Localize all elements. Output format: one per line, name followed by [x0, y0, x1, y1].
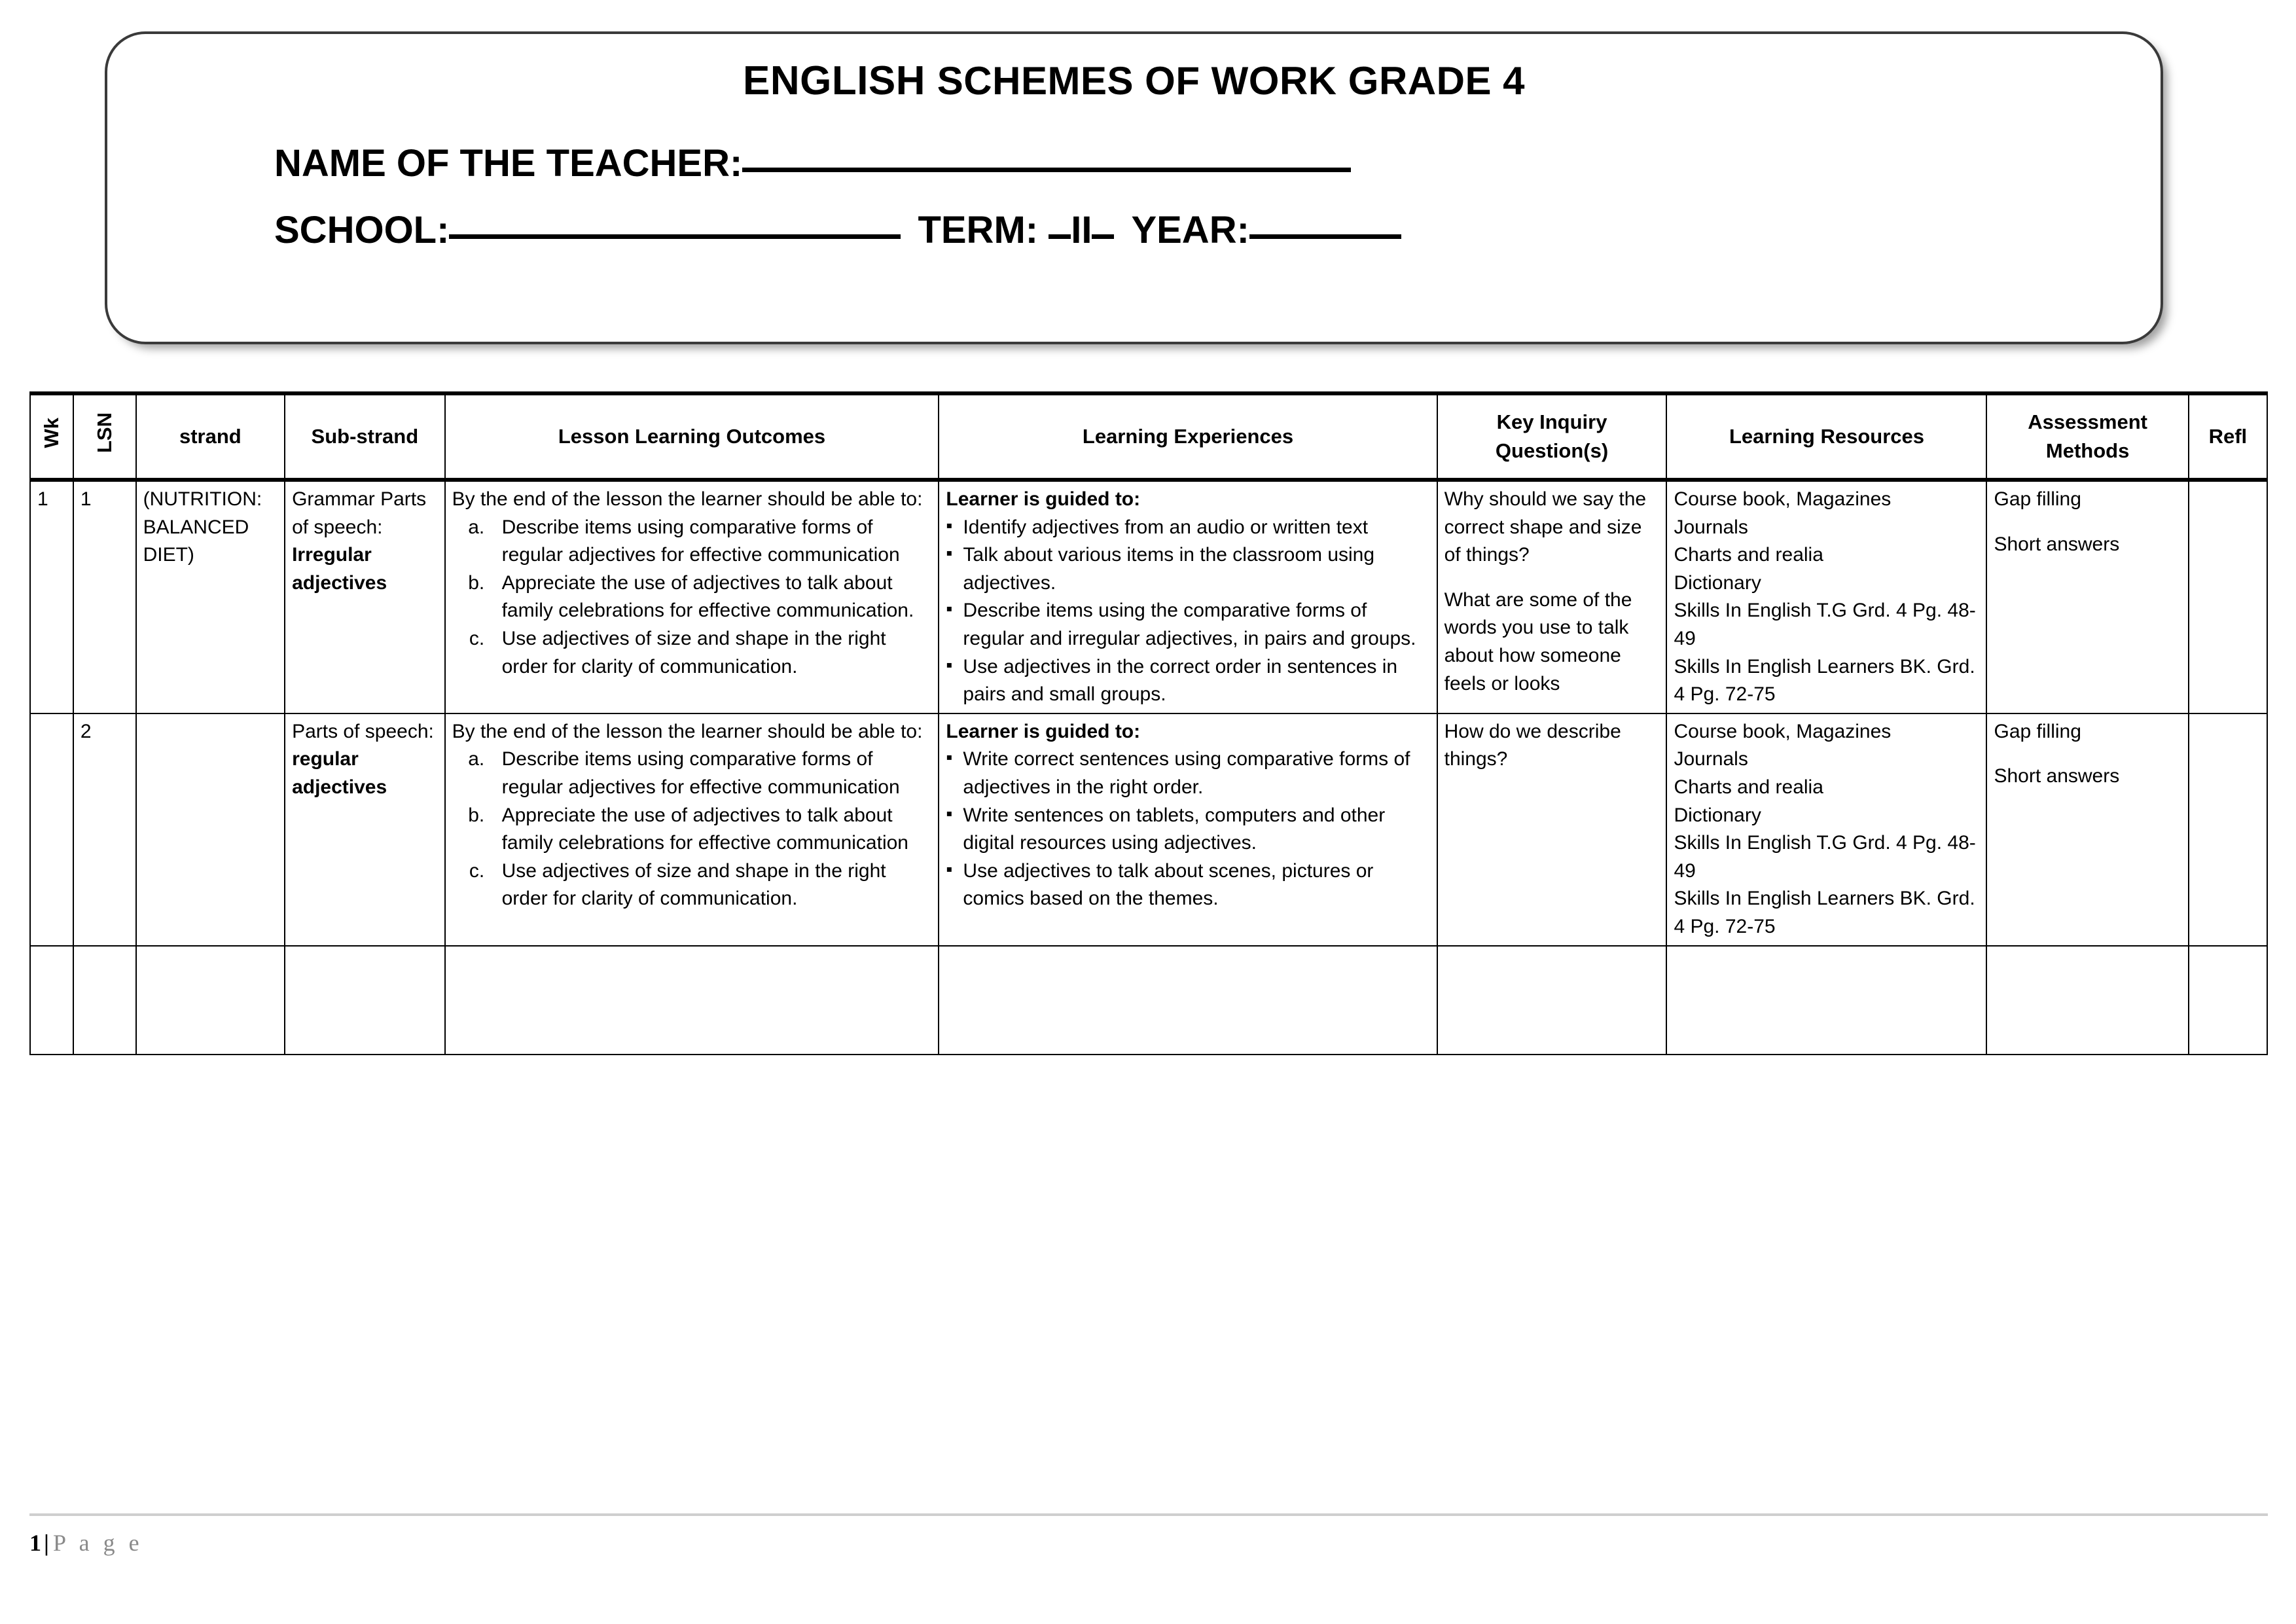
learning-resource-item: Skills In English Learners BK. Grd. 4 Pg. 72-75	[1674, 655, 1975, 706]
sub-strand-plain: Parts of speech:	[292, 720, 434, 742]
footer-separator: |	[44, 1530, 49, 1556]
assessment-gap	[1994, 746, 2181, 763]
llo-list	[452, 746, 932, 913]
cell-learning-resources[interactable]	[1666, 713, 1986, 946]
column-header-learning-experiences: Learning Experiences	[939, 393, 1437, 480]
cell-empty[interactable]	[1666, 946, 1986, 1055]
term-value[interactable]: II	[1071, 209, 1092, 251]
learning-experience-item: ▪ Use adjectives in the correct order in sentences in pairs and small groups.	[946, 653, 1429, 709]
llo-item: b. Appreciate the use of adjectives to talk about family celebrations for effective communication	[490, 802, 932, 857]
column-header-assessment-methods	[1986, 393, 2188, 480]
column-header-wk-label: Wk	[39, 417, 63, 448]
learning-resource-item: Dictionary	[1674, 571, 1761, 594]
sub-strand-bold: regular adjectives	[292, 748, 387, 798]
column-header-assessment-line2: Methods	[2045, 439, 2130, 462]
key-inquiry-question: Why should we say the correct shape and size of things?	[1444, 488, 1647, 566]
assessment-method-item: Short answers	[1994, 765, 2120, 787]
cell-lesson-learning-outcomes[interactable]	[445, 480, 939, 713]
cell-strand[interactable]: (NUTRITION: BALANCED DIET)	[136, 480, 285, 713]
footer-divider	[29, 1513, 2268, 1516]
teacher-name-blank[interactable]	[742, 168, 1351, 172]
cell-learning-resources[interactable]	[1666, 480, 1986, 713]
column-header-key-inquiry-line1: Key Inquiry	[1496, 410, 1607, 433]
cell-learning-experiences[interactable]	[939, 713, 1437, 946]
cell-assessment-methods[interactable]	[1986, 480, 2188, 713]
cell-empty[interactable]	[1437, 946, 1667, 1055]
school-term-year-field-row	[274, 211, 2134, 249]
cell-refl[interactable]	[2189, 480, 2267, 713]
learning-resource-item: Dictionary	[1674, 804, 1761, 826]
cell-empty[interactable]	[2189, 946, 2267, 1055]
page-title-rest: SCHEMES OF WORK GRADE 4	[937, 59, 1526, 103]
llo-item: a. Describe items using comparative forms of regular adjectives for effective communication	[490, 514, 932, 569]
learning-experiences-list	[946, 746, 1429, 913]
table-row	[30, 480, 2267, 713]
column-header-lesson-learning-outcomes: Lesson Learning Outcomes	[445, 393, 939, 480]
cell-empty[interactable]	[73, 946, 136, 1055]
footer-page-number: 1	[29, 1530, 41, 1556]
cell-lesson-learning-outcomes[interactable]	[445, 713, 939, 946]
key-inquiry-question: What are some of the words you use to talk about how someone feels or looks	[1444, 588, 1632, 695]
cell-learning-experiences[interactable]	[939, 480, 1437, 713]
cell-empty[interactable]	[445, 946, 939, 1055]
cell-empty[interactable]	[1986, 946, 2188, 1055]
cell-sub-strand[interactable]	[285, 480, 445, 713]
learning-experience-item: ▪ Talk about various items in the classroom using adjectives.	[946, 541, 1429, 597]
cell-lsn[interactable]: 1	[73, 480, 136, 713]
page-footer	[29, 1513, 2268, 1557]
cell-empty[interactable]	[285, 946, 445, 1055]
teacher-name-field-row	[274, 142, 2134, 185]
key-inquiry-question: How do we describe things?	[1444, 720, 1621, 770]
learning-experiences-intro: Learner is guided to:	[946, 720, 1141, 742]
assessment-method-item: Gap filling	[1994, 488, 2081, 510]
column-header-lsn	[73, 393, 136, 480]
footer-page-label: P a g e	[52, 1530, 143, 1556]
assessment-method-item: Gap filling	[1994, 720, 2081, 742]
cell-lsn[interactable]: 2	[73, 713, 136, 946]
cell-empty[interactable]	[939, 946, 1437, 1055]
learning-experience-item: ▪ Write correct sentences using comparative forms of adjectives in the right order.	[946, 746, 1429, 801]
sub-strand-plain: Grammar Parts of speech:	[292, 488, 427, 538]
learning-experience-item: ▪ Write sentences on tablets, computers and other digital resources using adjectives.	[946, 802, 1429, 857]
learning-experience-item: ▪ Use adjectives to talk about scenes, pictures or comics based on the themes.	[946, 857, 1429, 913]
footer-page-indicator	[29, 1529, 2268, 1557]
column-header-learning-resources: Learning Resources	[1666, 393, 1986, 480]
table-body	[30, 480, 2267, 1055]
table-row	[30, 713, 2267, 946]
llo-item: c. Use adjectives of size and shape in the right order for clarity of communication.	[490, 857, 932, 913]
llo-intro: By the end of the lesson the learner should be able to:	[452, 720, 923, 742]
column-header-lsn-label: LSN	[92, 412, 116, 453]
cell-assessment-methods[interactable]	[1986, 713, 2188, 946]
learning-resource-item: Journals	[1674, 748, 1748, 770]
learning-resource-item: Skills In English T.G Grd. 4 Pg. 48-49	[1674, 832, 1976, 882]
cell-empty[interactable]	[30, 946, 73, 1055]
table-header-row	[30, 393, 2267, 480]
school-label: SCHOOL:	[274, 209, 450, 251]
llo-intro: By the end of the lesson the learner should be able to:	[452, 488, 923, 510]
column-header-assessment-line1: Assessment	[2028, 410, 2147, 433]
assessment-method-item: Short answers	[1994, 533, 2120, 555]
learning-resource-item: Charts and realia	[1674, 544, 1823, 566]
cell-sub-strand[interactable]	[285, 713, 445, 946]
learning-resource-item: Course book, Magazines	[1674, 720, 1892, 742]
llo-list	[452, 514, 932, 681]
teacher-name-label: NAME OF THE TEACHER:	[274, 142, 743, 185]
learning-experiences-list	[946, 514, 1429, 709]
cell-key-inquiry-questions[interactable]	[1437, 713, 1667, 946]
llo-item: c. Use adjectives of size and shape in the right order for clarity of communication.	[490, 625, 932, 681]
year-label: YEAR:	[1131, 209, 1249, 251]
schemes-of-work-table	[29, 391, 2268, 1055]
column-header-refl: Refl	[2189, 393, 2267, 480]
page-title	[134, 58, 2134, 104]
document-header-box	[105, 31, 2163, 344]
cell-empty[interactable]	[136, 946, 285, 1055]
column-header-sub-strand: Sub-strand	[285, 393, 445, 480]
term-underscore-right	[1092, 234, 1114, 239]
llo-item: b. Appreciate the use of adjectives to talk about family celebrations for effective communication.	[490, 569, 932, 625]
cell-wk[interactable]	[30, 713, 73, 946]
learning-experiences-intro: Learner is guided to:	[946, 488, 1141, 510]
column-header-key-inquiry-line2: Question(s)	[1495, 439, 1609, 462]
learning-resource-item: Course book, Magazines	[1674, 488, 1892, 510]
learning-experience-item: ▪ Describe items using the comparative forms of regular and irregular adjectives, in pairs and groups.	[946, 597, 1429, 653]
table-row-empty	[30, 946, 2267, 1055]
learning-resource-item: Journals	[1674, 516, 1748, 538]
cell-refl[interactable]	[2189, 713, 2267, 946]
school-blank[interactable]	[449, 234, 901, 239]
learning-experience-item: ▪ Identify adjectives from an audio or written text	[946, 514, 1429, 542]
sub-strand-bold: Irregular adjectives	[292, 544, 387, 594]
cell-wk[interactable]: 1	[30, 480, 73, 713]
assessment-gap	[1994, 514, 2181, 531]
llo-item: a. Describe items using comparative forms of regular adjectives for effective communication	[490, 746, 932, 801]
learning-resource-item: Skills In English Learners BK. Grd. 4 Pg. 72-75	[1674, 888, 1975, 937]
document-header-inner	[107, 34, 2161, 342]
learning-resource-item: Skills In English T.G Grd. 4 Pg. 48-49	[1674, 600, 1976, 649]
term-underscore-left	[1049, 234, 1071, 239]
term-label: TERM:	[918, 209, 1039, 251]
column-header-wk	[30, 393, 73, 480]
cell-strand[interactable]	[136, 713, 285, 946]
cell-key-inquiry-questions[interactable]	[1437, 480, 1667, 713]
kiq-gap	[1444, 569, 1660, 586]
year-blank[interactable]	[1249, 234, 1401, 239]
learning-resource-item: Charts and realia	[1674, 776, 1823, 798]
column-header-strand: strand	[136, 393, 285, 480]
page-title-lead: ENGLISH	[742, 58, 937, 103]
column-header-key-inquiry-questions	[1437, 393, 1667, 480]
